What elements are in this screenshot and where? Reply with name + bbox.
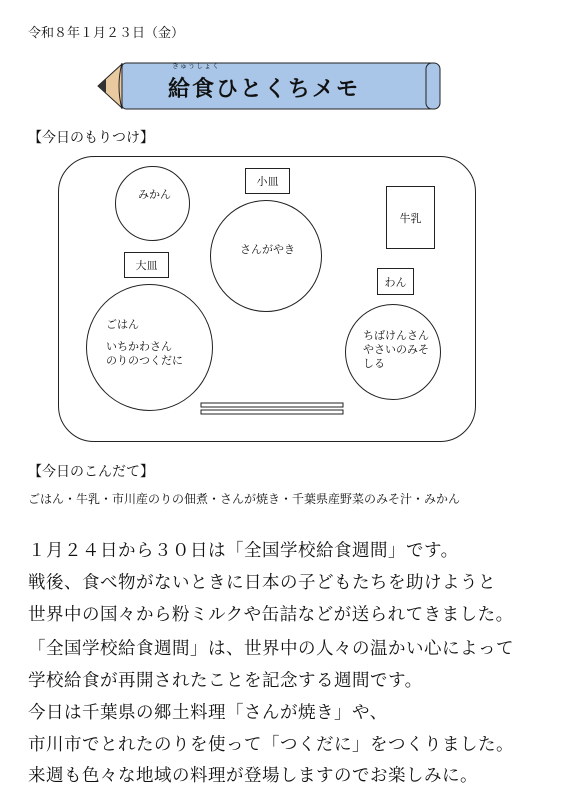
- kozara-label: 小皿: [245, 168, 290, 194]
- menu-list: ごはん・牛乳・市川産のりの佃煮・さんが焼き・千葉県産野菜のみそ汁・みかん: [28, 492, 461, 506]
- wan-label: わん: [377, 268, 414, 295]
- mikan-label: みかん: [138, 188, 171, 201]
- article-line-1: １月２４日から３０日は「全国学校給食週間」です。: [28, 541, 459, 561]
- ichikawa-label-2: のりのつくだに: [106, 354, 183, 367]
- section-heading-menu: 【今日のこんだて】: [28, 464, 154, 480]
- page-title: 給食ひとくちメモ: [168, 77, 361, 102]
- article-line-7: 市川市でとれたのりを使って「つくだに」をつくりました。: [28, 735, 514, 755]
- milk-label: 牛乳: [399, 211, 422, 225]
- date: 令和８年１月２３日（金）: [28, 26, 185, 41]
- chiba-label-1: ちばけんさん: [363, 329, 429, 342]
- article-line-8: 来週も色々な地域の料理が登場しますのでお楽しみに。: [28, 766, 478, 786]
- article-line-4: 「全国学校給食週間」は、世界中の人々の温かい心によって: [28, 639, 514, 659]
- title-ruby: きゅうしょく: [172, 62, 220, 70]
- article-line-2: 戦後、食べ物がないときに日本の子どもたちを助けようと: [28, 573, 496, 593]
- milk-carton: [386, 186, 435, 249]
- chopsticks-icon: [200, 402, 344, 416]
- chiba-label-2: やさいのみそ: [363, 343, 429, 356]
- mikan-dish: [115, 166, 190, 241]
- article-line-5: 学校給食が再開されたことを記念する週間です。: [28, 671, 423, 691]
- ichikawa-label-1: いちかわさん: [106, 340, 172, 353]
- article-line-6: 今日は千葉県の郷土料理「さんが焼き」や、: [28, 703, 388, 723]
- sanga-label: さんがやき: [240, 243, 295, 256]
- gohan-label: ごはん: [106, 318, 139, 331]
- section-heading-layout: 【今日のもりつけ】: [28, 130, 154, 146]
- chiba-label-3: しる: [363, 357, 385, 370]
- article-line-3: 世界中の国々から粉ミルクや缶詰などが送られてきました。: [28, 605, 514, 625]
- ozara-label: 大皿: [124, 252, 169, 278]
